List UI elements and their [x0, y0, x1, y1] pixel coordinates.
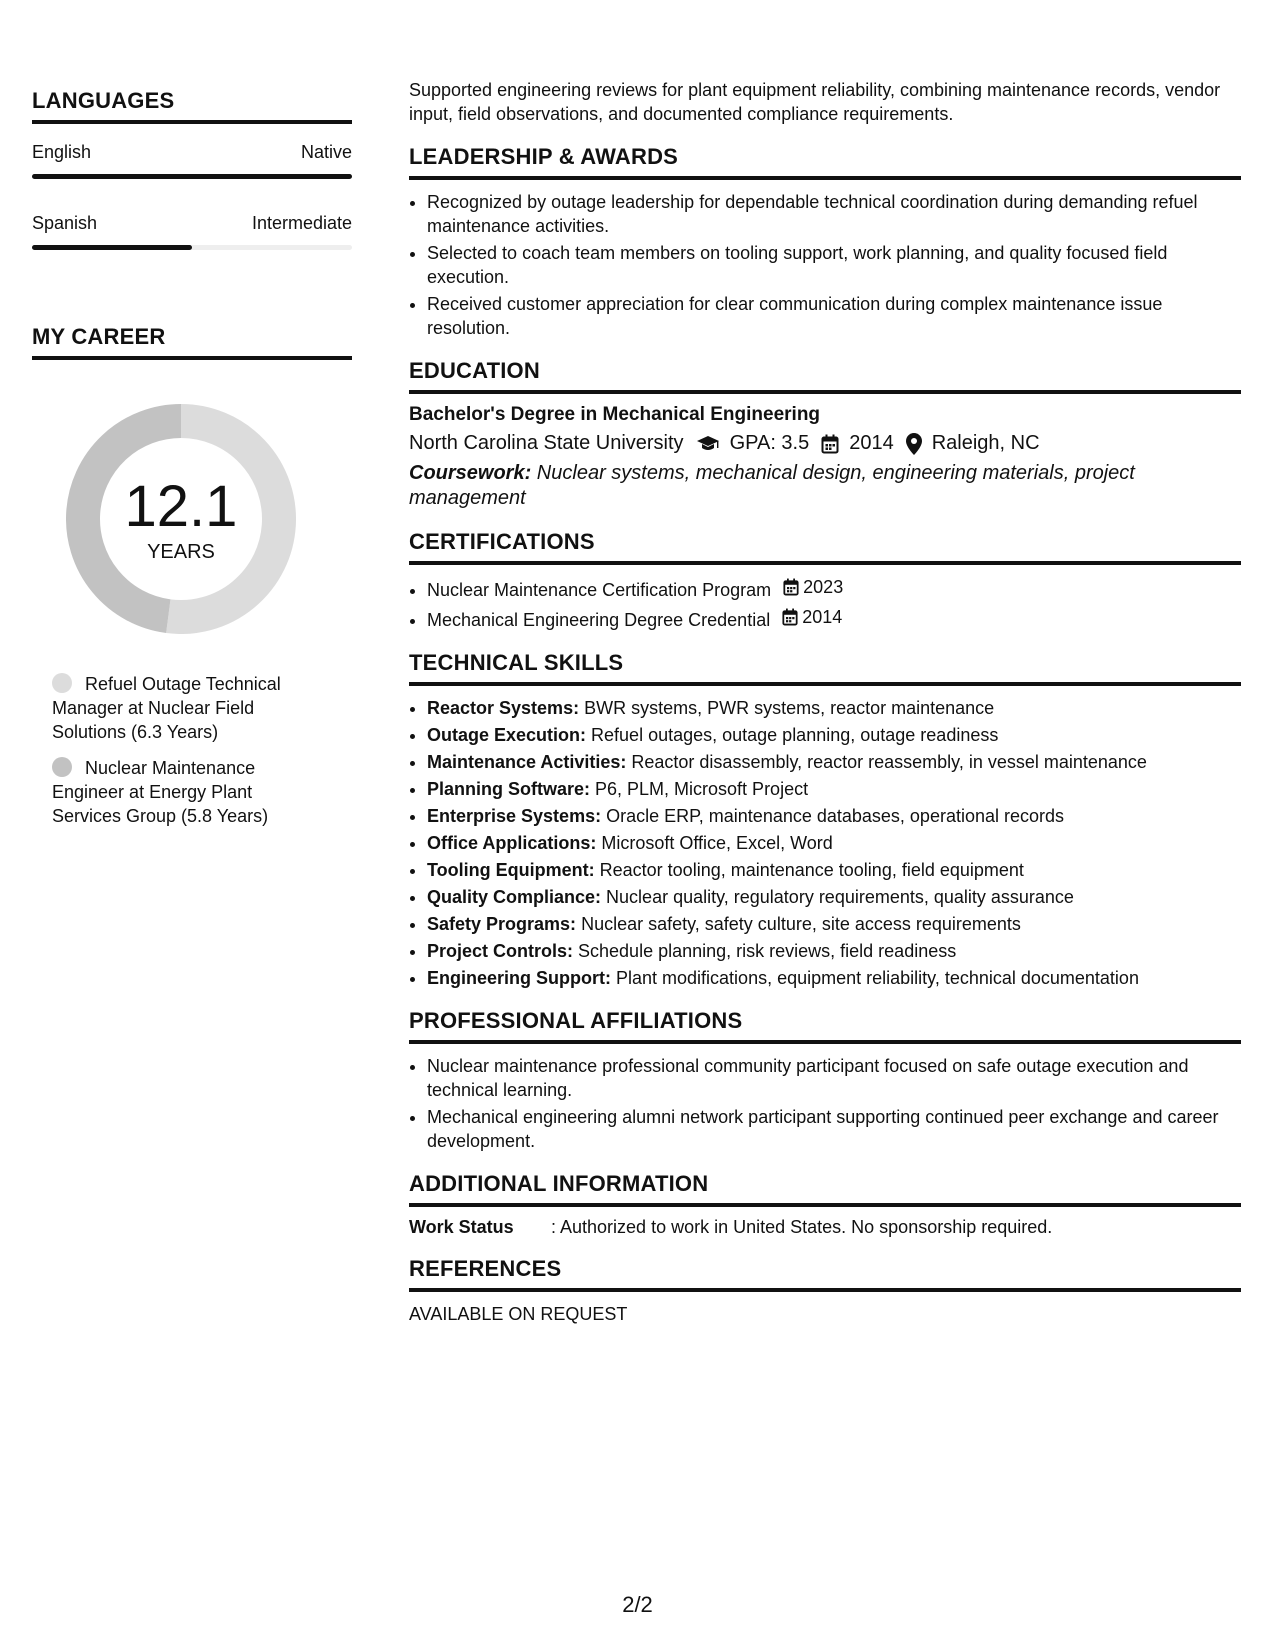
coursework-label: Coursework: [409, 462, 532, 484]
skill-item [427, 804, 1241, 828]
main-column [409, 78, 1241, 1325]
skill-item [427, 831, 1241, 855]
graduation-cap-icon [696, 435, 720, 453]
affiliations-heading: PROFESSIONAL AFFILIATIONS [409, 1008, 1241, 1044]
skill-item [427, 858, 1241, 882]
skill-value: Reactor disassembly, reactor reassembly, in vessel maintenance [626, 752, 1147, 772]
references-value: AVAILABLE ON REQUEST [409, 1304, 628, 1324]
calendar-icon [783, 578, 799, 596]
languages-heading: LANGUAGES [32, 88, 352, 124]
coursework [409, 461, 1241, 511]
skill-label: Safety Programs: [427, 914, 577, 934]
skill-value: Refuel outages, outage planning, outage readiness [586, 725, 999, 745]
skill-item [427, 750, 1241, 774]
skill-value: Nuclear safety, safety culture, site access requirements [576, 914, 1021, 934]
degree-title: Bachelor's Degree in Mechanical Engineering [409, 404, 821, 425]
skill-label: Quality Compliance: [427, 887, 602, 907]
skill-item [427, 777, 1241, 801]
certification-year: 2023 [803, 577, 844, 597]
skill-label: Engineering Support: [427, 968, 611, 988]
legend-swatch [52, 673, 72, 693]
skill-value: P6, PLM, Microsoft Project [590, 779, 809, 799]
skill-item [427, 939, 1241, 963]
references-heading: REFERENCES [409, 1256, 1241, 1292]
skill-value: Oracle ERP, maintenance databases, operational records [601, 806, 1065, 826]
calendar-icon [821, 434, 839, 454]
education-meta [409, 432, 1241, 455]
affiliations-section [409, 1008, 1241, 1153]
work-status-value: : Authorized to work in United States. No sponsorship required. [551, 1217, 1053, 1237]
legend-swatch [52, 757, 72, 777]
map-pin-icon [906, 433, 922, 455]
skill-item [427, 885, 1241, 909]
school-name: North Carolina State University [409, 432, 684, 454]
legend-label: Nuclear Maintenance Engineer at Energy Plant Services Group (5.8 Years) [52, 758, 269, 826]
certifications-heading: CERTIFICATIONS [409, 529, 1241, 565]
certification-name: Nuclear Maintenance Certification Program [427, 580, 772, 600]
skill-item [427, 966, 1241, 990]
skill-label: Enterprise Systems: [427, 806, 602, 826]
certification-year: 2014 [802, 607, 843, 627]
career-legend-item [52, 672, 302, 744]
sidebar [32, 88, 352, 840]
work-status-label: Work Status [409, 1217, 514, 1237]
additional-section [409, 1171, 1241, 1238]
language-proficiency-fill [32, 245, 192, 250]
intro-paragraph: Supported engineering reviews for plant equipment reliability, combining maintenance records, vendor input, field observations, and documented compliance requirements. [409, 80, 1221, 124]
career-donut-chart [66, 404, 296, 634]
page-number: 2/2 [622, 1592, 653, 1617]
skill-value: Nuclear quality, regulatory requirements, quality assurance [601, 887, 1074, 907]
language-proficiency-bar [32, 245, 352, 250]
language-name: Spanish [32, 213, 98, 233]
list-item: • Selected to coach team members on tooling support, work planning, and quality focused field execution. [427, 241, 1241, 289]
leadership-heading: LEADERSHIP & AWARDS [409, 144, 1241, 180]
skill-label: Project Controls: [427, 941, 574, 961]
list-item: • Nuclear maintenance professional community participant focused on safe outage execution and technical learning. [427, 1054, 1241, 1102]
skills-heading: TECHNICAL SKILLS [409, 650, 1241, 686]
certification-item [427, 605, 1241, 632]
career-heading: MY CAREER [32, 324, 352, 360]
skill-value: BWR systems, PWR systems, reactor maintenance [579, 698, 995, 718]
skill-label: Maintenance Activities: [427, 752, 627, 772]
certification-name: Mechanical Engineering Degree Credential [427, 610, 771, 630]
language-level: Intermediate [251, 213, 352, 233]
certification-item [427, 575, 1241, 602]
legend-label: Refuel Outage Technical Manager at Nuclear Field Solutions (6.3 Years) [52, 674, 281, 742]
skill-value: Plant modifications, equipment reliability, technical documentation [611, 968, 1139, 988]
skill-label: Outage Execution: [427, 725, 587, 745]
additional-heading: ADDITIONAL INFORMATION [409, 1171, 1241, 1207]
language-name: English [32, 142, 92, 162]
skill-item [427, 696, 1241, 720]
language-proficiency-bar [32, 174, 352, 179]
career-total-years: 12.1 [124, 473, 238, 539]
gpa: GPA: 3.5 [729, 432, 810, 454]
career-total-unit: YEARS [147, 540, 215, 563]
skill-label: Tooling Equipment: [427, 860, 595, 880]
work-status-row [409, 1217, 1241, 1238]
school-location: Raleigh, NC [931, 432, 1040, 454]
leadership-section [409, 144, 1241, 340]
list-item: • Received customer appreciation for clear communication during complex maintenance issue resolution. [427, 292, 1241, 340]
skill-value: Reactor tooling, maintenance tooling, field equipment [594, 860, 1024, 880]
education-heading: EDUCATION [409, 358, 1241, 394]
language-level: Native [300, 142, 352, 162]
skill-item [427, 723, 1241, 747]
language-spanish [32, 213, 352, 250]
list-item: • Recognized by outage leadership for dependable technical coordination during demanding refuel maintenance activities. [427, 190, 1241, 238]
list-item: • Mechanical engineering alumni network participant supporting continued peer exchange and career development. [427, 1105, 1241, 1153]
education-section [409, 358, 1241, 511]
skill-value: Schedule planning, risk reviews, field readiness [573, 941, 957, 961]
graduation-year: 2014 [849, 432, 894, 454]
career-legend-item [52, 756, 302, 828]
skill-item [427, 912, 1241, 936]
career-section [32, 324, 352, 828]
skills-section [409, 650, 1241, 990]
language-proficiency-fill [32, 174, 352, 179]
skill-label: Office Applications: [427, 833, 597, 853]
skill-label: Reactor Systems: [427, 698, 580, 718]
calendar-icon [782, 608, 798, 626]
skill-value: Microsoft Office, Excel, Word [596, 833, 833, 853]
references-section [409, 1256, 1241, 1325]
coursework-text: Nuclear systems, mechanical design, engineering materials, project management [409, 462, 1135, 509]
language-english [32, 142, 352, 179]
skill-label: Planning Software: [427, 779, 591, 799]
certifications-section [409, 529, 1241, 632]
career-legend [52, 672, 302, 828]
